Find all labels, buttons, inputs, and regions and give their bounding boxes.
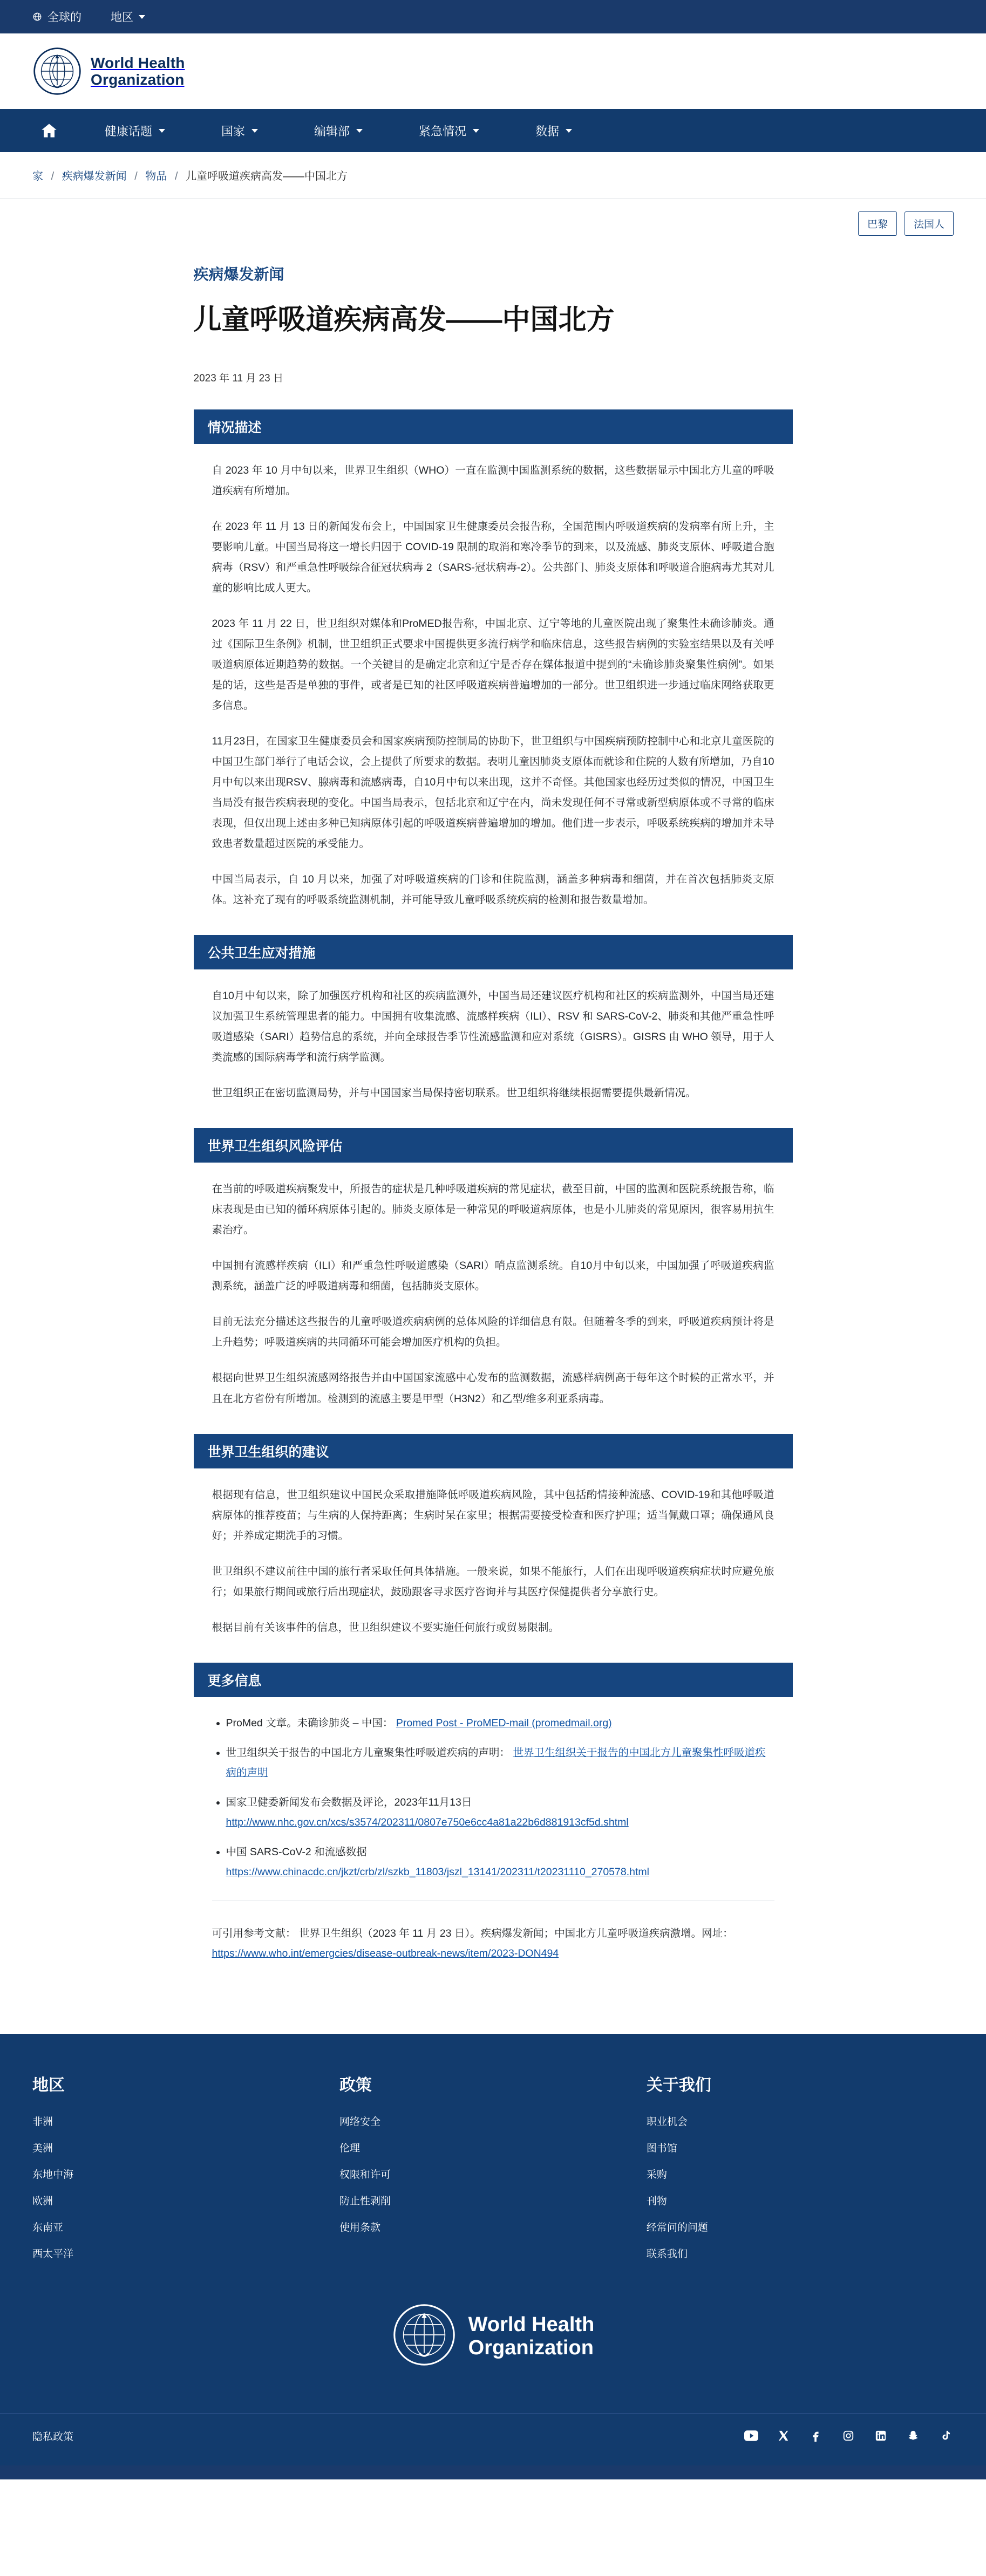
section-heading-risk-assessment: 世界卫生组织风险评估: [194, 1128, 793, 1163]
paragraph: 中国拥有流感样疾病（ILI）和严重急性呼吸道感染（SARI）哨点监测系统。自10月中旬以来，中国加强了呼吸道疾病监测系统，涵盖广泛的呼吸道病毒和细菌，包括肺炎支原体。: [212, 1260, 774, 1293]
nav-item-emergencies-label: 紧急情况: [419, 124, 467, 138]
footer-logo: [32, 2302, 954, 2370]
footer-link[interactable]: 非洲: [32, 2116, 53, 2128]
main-navigation: [0, 109, 986, 152]
nav-item-emergencies[interactable]: [391, 109, 507, 152]
utility-item-region[interactable]: [111, 9, 145, 25]
snapchat-icon[interactable]: [905, 2428, 921, 2444]
footer-link[interactable]: 伦理: [339, 2143, 360, 2155]
footer-link[interactable]: 东地中海: [32, 2169, 74, 2181]
list-item-link[interactable]: Promed Post - ProMED-mail (promedmail.org): [396, 1717, 612, 1729]
citation-text: 世界卫生组织（2023 年 11 月 23 日）。疾病爆发新闻；中国北方儿童呼吸道疾病激增。网址：: [298, 1927, 733, 1939]
nav-item-newsroom[interactable]: [286, 109, 391, 152]
list-item-text: 世卫组织关于报告的中国北方儿童聚集性呼吸道疾病的声明：: [226, 1746, 511, 1759]
linkedin-icon[interactable]: [873, 2428, 889, 2444]
language-chip-french[interactable]: 法国人: [905, 211, 954, 236]
footer-logo-text: [468, 2313, 595, 2359]
language-chip-row: [0, 199, 986, 236]
footer-column-regions: [32, 2072, 339, 2272]
footer-link[interactable]: 使用条款: [339, 2222, 380, 2234]
citation-link[interactable]: https://www.who.int/emergcies/disease-outbreak-news/item/2023-DON494: [212, 1947, 559, 1959]
paragraph: 根据目前有关该事件的信息，世卫组织建议不要实施任何旅行或贸易限制。: [212, 1621, 560, 1634]
chevron-down-icon: [473, 129, 479, 133]
footer-link[interactable]: 联系我们: [646, 2249, 688, 2260]
breadcrumb-item-home[interactable]: 家: [32, 170, 43, 182]
footer-column-title: 关于我们: [646, 2076, 711, 2095]
footer-link[interactable]: 权限和许可: [339, 2169, 391, 2181]
logo-band: [0, 33, 986, 109]
who-logo-text: [91, 54, 185, 88]
utility-bar: [0, 0, 986, 33]
social-links: [743, 2428, 954, 2444]
chevron-down-icon: [566, 129, 572, 133]
utility-item-global[interactable]: [32, 9, 81, 25]
footer-link[interactable]: 西太平洋: [32, 2249, 74, 2260]
breadcrumb-item-outbreak-news[interactable]: 疾病爆发新闻: [62, 170, 127, 182]
paragraph: 2023 年 11 月 22 日，世卫组织对媒体和ProMED报告称，中国北京、辽宁等地的儿童医院出现了聚集性未确诊肺炎。通过《国际卫生条例》机制，世卫组织正式要求中国提供更多流行病学和临床信息，这些报告病例的实验室结果以及有关呼吸道病原体近期趋势的数据。一个关键目的是确定北京和辽宁是否存在媒体报道中提到的“未确诊肺炎聚集性病例”。如果是的话，这些是否是单独的事件，或者是已知的社区呼吸道疾病普遍增加的一部分。世卫组织进一步通过临床网络获取更多信息。: [212, 618, 774, 712]
nav-item-countries-label: 国家: [221, 124, 246, 138]
breadcrumb-item-items[interactable]: 物品: [145, 170, 167, 182]
footer-bottom-bar: [0, 2413, 986, 2465]
section-heading-public-health-response: 公共卫生应对措施: [194, 935, 793, 969]
paragraph: 在 2023 年 11 月 13 日的新闻发布会上，中国国家卫生健康委员会报告称，全国范围内呼吸道疾病的发病率有所上升，主要影响儿童。中国当局将这一增长归因于 COVID-19 限制的取消和寒冷季节的到来，以及流感、肺炎支原体、呼吸道合胞病毒（RSV）和严重急性呼吸综合征冠状病毒 2（SARS-冠状病毒-2）。公共部门、肺炎支原体和呼吸道合胞病毒尤其对儿童的影响比成人更大。: [212, 521, 774, 595]
youtube-icon[interactable]: [743, 2428, 759, 2444]
paragraph: 在当前的呼吸道疾病聚发中，所报告的症状是几种呼吸道疾病的常见症状，截至目前，中国的监测和医院系统报告称，临床表现是由已知的循环病原体引起的。肺炎支原体是一种常见的呼吸道病原体，也是小儿肺炎的常见原因，很容易用抗生素治疗。: [212, 1183, 774, 1236]
footer-link[interactable]: 经常问的问题: [646, 2222, 708, 2234]
publication-date: 2023 年 11 月 23 日: [193, 373, 284, 384]
bottom-strip: [0, 2465, 986, 2479]
list-item-link[interactable]: https://www.chinacdc.cn/jkzt/crb/zl/szkb_11803/jszl_13141/202311/t20231110_270578.html: [226, 1866, 649, 1878]
paragraph: 自 2023 年 10 月中旬以来，世界卫生组织（WHO）一直在监测中国监测系统的数据，这些数据显示中国北方儿童的呼吸道疾病有所增加。: [212, 464, 774, 497]
footer-link[interactable]: 职业机会: [646, 2116, 688, 2128]
footer-link[interactable]: 图书馆: [646, 2143, 677, 2155]
who-emblem-icon: [392, 2302, 457, 2370]
citation-label: 可引用参考文献：: [212, 1927, 296, 1939]
section-heading-situation: 情况描述: [194, 409, 793, 444]
utility-item-global-label: 全球的: [47, 11, 81, 24]
list-item-text: ProMed 文章。未确诊肺炎 – 中国：: [226, 1717, 393, 1729]
section-body-who-advice: [194, 1485, 793, 1638]
paragraph: 根据向世界卫生组织流感网络报告并由中国国家流感中心发布的监测数据，流感样病例高于每年这个时候的正常水平，并且在北方省份有所增加。检测到的流感主要是甲型（H3N2）和乙型/维多利亚系病毒。: [212, 1372, 774, 1405]
citable-reference: [212, 1924, 774, 1964]
nav-item-newsroom-label: 编辑部: [314, 124, 350, 138]
footer-link[interactable]: 美洲: [32, 2143, 53, 2155]
who-logo[interactable]: [32, 46, 185, 96]
footer-columns: [32, 2072, 954, 2272]
list-item-link[interactable]: http://www.nhc.gov.cn/xcs/s3574/202311/0807e750e6cc4a81a22b6d881913cf5d.shtml: [226, 1816, 629, 1828]
nav-home[interactable]: [22, 109, 77, 152]
breadcrumb-separator: /: [174, 170, 178, 182]
list-item: [226, 1713, 774, 1733]
footer-link[interactable]: 网络安全: [339, 2116, 380, 2128]
chevron-down-icon: [356, 129, 363, 133]
footer-link[interactable]: 东南亚: [32, 2222, 64, 2234]
section-body-risk-assessment: [194, 1179, 793, 1409]
footer-logo-line2: Organization: [468, 2336, 594, 2359]
section-heading-who-advice: 世界卫生组织的建议: [194, 1434, 793, 1468]
footer-link[interactable]: 刊物: [646, 2196, 667, 2208]
nav-item-data[interactable]: [507, 109, 600, 152]
breadcrumb-current: 儿童呼吸道疾病高发——中国北方: [186, 170, 348, 182]
instagram-icon[interactable]: [840, 2428, 856, 2444]
paragraph: 自10月中旬以来，除了加强医疗机构和社区的疾病监测外，中国当局还建议医疗机构和社区的疾病监测外，中国当局还建议加强卫生系统管理患者的能力。中国拥有收集流感、流感样疾病（ILI）、RSV 和 SARS-CoV-2、肺炎和其他严重急性呼吸道感染（SARI）趋势信息的系统，并向全球报告季节性流感监测和应对系统（GISRS）。GISRS 由 WHO 领导，用于人类流感的国际病毒学和流行病学监测。: [212, 990, 774, 1064]
chevron-down-icon: [139, 15, 145, 19]
list-item: [226, 1793, 774, 1833]
nav-item-health-topics[interactable]: [77, 109, 193, 152]
privacy-policy-link[interactable]: 隐私政策: [32, 2431, 74, 2443]
x-twitter-icon[interactable]: [776, 2428, 792, 2444]
site-footer: [0, 2034, 986, 2413]
who-logo-line2: Organization: [91, 71, 185, 88]
globe-icon: [32, 12, 42, 22]
who-emblem-icon: [32, 46, 82, 96]
article: [161, 236, 825, 1996]
list-item: [226, 1842, 774, 1882]
section-body-public-health-response: [194, 986, 793, 1103]
who-logo-line1: World Health: [91, 54, 185, 71]
list-item-text: 中国 SARS-CoV-2 和流感数据: [226, 1846, 367, 1858]
facebook-icon[interactable]: [808, 2428, 824, 2444]
page-title: 儿童呼吸道疾病高发——中国北方: [193, 304, 615, 336]
paragraph: 根据现有信息，世卫组织建议中国民众采取措施降低呼吸道疾病风险，其中包括酌情接种流感、COVID-19和其他呼吸道病原体的推荐疫苗；与生病的人保持距离；生病时呆在家里；根据需要接受检查和医疗护理；适当佩戴口罩；确保通风良好；并养成定期洗手的习惯。: [212, 1488, 774, 1542]
section-heading-more-information: 更多信息: [194, 1663, 793, 1697]
tiktok-icon[interactable]: [937, 2428, 954, 2444]
paragraph: 目前无法充分描述这些报告的儿童呼吸道疾病病例的总体风险的详细信息有限。但随着冬季的到来，呼吸道疾病预计将是上升趋势；呼吸道疾病的共同循环可能会增加医疗机构的负担。: [212, 1316, 774, 1349]
list-item-link[interactable]: 世界卫生组织关于报告的中国北方儿童聚集性呼吸道疾病的声明: [226, 1746, 766, 1779]
footer-link[interactable]: 欧洲: [32, 2196, 53, 2208]
footer-column-title: 地区: [32, 2076, 65, 2095]
nav-item-countries[interactable]: [193, 109, 286, 152]
paragraph: 世卫组织正在密切监测局势，并与中国国家当局保持密切联系。世卫组织将继续根据需要提供最新情况。: [212, 1087, 696, 1099]
nav-item-data-label: 数据: [535, 124, 560, 138]
footer-column-policies: [339, 2072, 647, 2272]
section-body-situation: [194, 460, 793, 910]
breadcrumb-separator: /: [51, 170, 55, 182]
list-item: [226, 1743, 774, 1783]
list-item-text: 国家卫健委新闻发布会数据及评论，2023年11月13日: [226, 1796, 472, 1808]
paragraph: 世卫组织不建议前往中国的旅行者采取任何具体措施。一般来说，如果不能旅行，人们在出现呼吸道疾病症状时应避免旅行；如果旅行期间或旅行后出现症状，鼓励跟客寻求医疗咨询并与其医疗保健提供者分享旅行史。: [212, 1565, 774, 1598]
footer-column-title: 政策: [339, 2076, 372, 2095]
nav-item-health-topics-label: 健康话题: [105, 124, 153, 138]
paragraph: 11月23日，在国家卫生健康委员会和国家疾病预防控制局的协助下，世卫组织与中国疾病预防控制中心和北京儿童医院的中国卫生部门举行了电话会议，会上提供了所要求的数据。表明儿童因肺炎支原体而就诊和住院的人数有所增加，乃自10月中旬以来出现RSV、腺病毒和流感病毒，自10月中旬以来出现，这并不奇怪。其他国家也经历过类似的情况，中国卫生当局没有报告疾病表现的变化。中国当局表示，包括北京和辽宁在内，尚未发现任何不寻常或新型病原体或不寻常的临床表现，但仅出现上述由多种已知病原体引起的呼吸道疾病普遍增加的增加。他们进一步表示，呼吸系统疾病的增加并未导致患者数量超过医院的承受能力。: [212, 735, 774, 850]
footer-column-about-us: [647, 2072, 954, 2272]
more-information-list: [212, 1713, 774, 1882]
home-icon: [41, 123, 57, 138]
footer-link[interactable]: 防止性剥削: [339, 2196, 391, 2208]
language-chip-paris[interactable]: 巴黎: [858, 211, 897, 236]
footer-logo-line1: World Health: [468, 2313, 595, 2336]
article-eyebrow: 疾病爆发新闻: [193, 266, 284, 283]
paragraph: 中国当局表示，自 10 月以来，加强了对呼吸道疾病的门诊和住院监测，涵盖多种病毒和细菌，并在首次包括肺炎支原体。这补充了现有的呼吸系统监测机制，并可能导致儿童呼吸系统疾病的检测和报告数量增加。: [212, 873, 774, 906]
breadcrumb: [0, 152, 986, 199]
chevron-down-icon: [251, 129, 258, 133]
chevron-down-icon: [159, 129, 165, 133]
breadcrumb-separator: /: [134, 170, 138, 182]
utility-item-region-label: 地区: [111, 11, 133, 24]
section-body-more-information: [194, 1713, 793, 1964]
footer-link[interactable]: 采购: [646, 2169, 667, 2181]
